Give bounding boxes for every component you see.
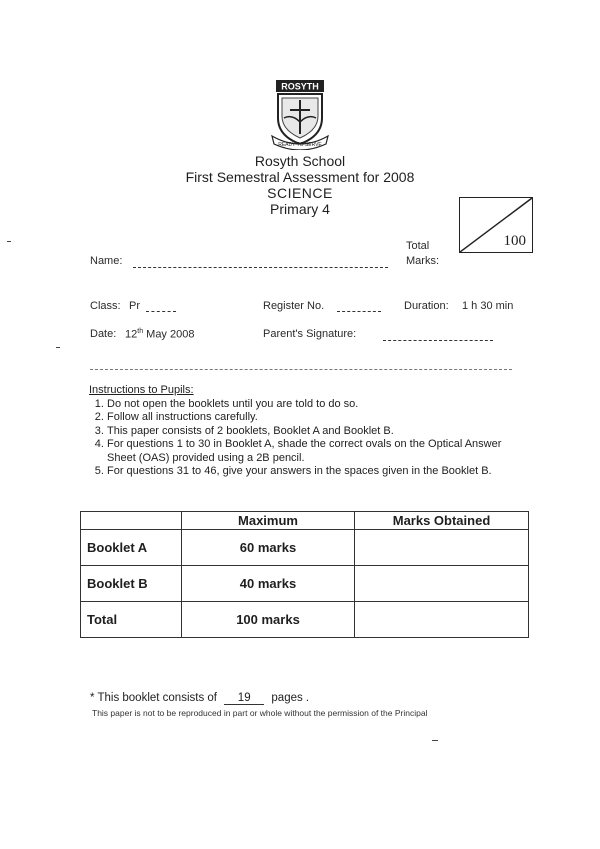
- subject-title: SCIENCE: [267, 185, 333, 201]
- row-obtained[interactable]: [355, 566, 529, 602]
- table-row: [81, 530, 529, 566]
- table-row: [81, 566, 529, 602]
- instruction-item: 2. Follow all instructions carefully.: [107, 411, 509, 425]
- class-value: Pr: [129, 300, 140, 312]
- name-field[interactable]: [133, 267, 388, 268]
- row-max: 100 marks: [182, 602, 355, 638]
- instructions-block: [89, 384, 509, 479]
- scan-speck: [432, 740, 438, 741]
- crest-motto: READY TO SERVE: [278, 142, 322, 148]
- row-max: 60 marks: [182, 530, 355, 566]
- instruction-item: 3. This paper consists of 2 booklets, Booklet A and Booklet B.: [107, 425, 509, 439]
- row-max: 40 marks: [182, 566, 355, 602]
- register-label: Register No.: [263, 300, 325, 312]
- row-label: Booklet B: [81, 566, 182, 602]
- table-header-obtained: Marks Obtained: [355, 512, 529, 530]
- table-header-blank: [81, 512, 182, 530]
- separator-line: [90, 369, 512, 370]
- class-field[interactable]: [146, 311, 176, 312]
- instructions-title: Instructions to Pupils:: [89, 384, 194, 396]
- class-label: Class:: [90, 300, 121, 312]
- duration-label: Duration:: [404, 300, 449, 312]
- total-marks-label: Total: [406, 240, 430, 252]
- row-label: Booklet A: [81, 530, 182, 566]
- date-rest: May 2008: [146, 328, 195, 341]
- pages-value: 19: [224, 692, 264, 705]
- school-crest-icon: [268, 78, 332, 150]
- pages-prefix: * This booklet consists of: [90, 692, 217, 704]
- scan-speck: [7, 241, 11, 242]
- pages-note: [90, 692, 309, 705]
- name-label: Name:: [90, 255, 123, 267]
- scan-speck: [56, 347, 60, 348]
- total-marks-value: 100: [503, 233, 526, 249]
- parent-signature-label: Parent's Signature:: [263, 328, 357, 340]
- date-day: 12: [125, 328, 138, 341]
- table-header-maximum: Maximum: [182, 512, 355, 530]
- copyright-note: This paper is not to be reproduced in part or whole without the permission of the Principal: [92, 708, 428, 718]
- pages-suffix: pages .: [271, 692, 310, 704]
- school-name: Rosyth School: [254, 153, 346, 169]
- date-label: Date:: [90, 328, 117, 340]
- crest-banner-text: ROSYTH: [281, 81, 319, 92]
- instruction-item: 4. For questions 1 to 30 in Booklet A, shade the correct ovals on the Optical Answer Sheet (OAS) provided using a 2B pencil.: [107, 438, 509, 465]
- register-field[interactable]: [337, 311, 381, 312]
- date-value: [125, 328, 194, 341]
- instruction-item: 5. For questions 31 to 46, give your answers in the spaces given in the Booklet B.: [107, 465, 509, 479]
- instruction-item: 1. Do not open the booklets until you are told to do so.: [107, 398, 509, 412]
- table-row: [81, 602, 529, 638]
- level-title: Primary 4: [270, 201, 330, 217]
- instructions-list: [89, 398, 509, 479]
- marks-table: [80, 511, 529, 638]
- total-marks-box: [459, 197, 533, 253]
- row-obtained[interactable]: [355, 602, 529, 638]
- date-suffix: th: [137, 328, 144, 335]
- table-header-row: [81, 512, 529, 530]
- assessment-title: First Semestral Assessment for 2008: [185, 169, 415, 185]
- row-label: Total: [81, 602, 182, 638]
- total-marks-label-2: Marks:: [406, 255, 439, 267]
- row-obtained[interactable]: [355, 530, 529, 566]
- duration-value: 1 h 30 min: [462, 300, 514, 312]
- parent-signature-field[interactable]: [383, 340, 493, 341]
